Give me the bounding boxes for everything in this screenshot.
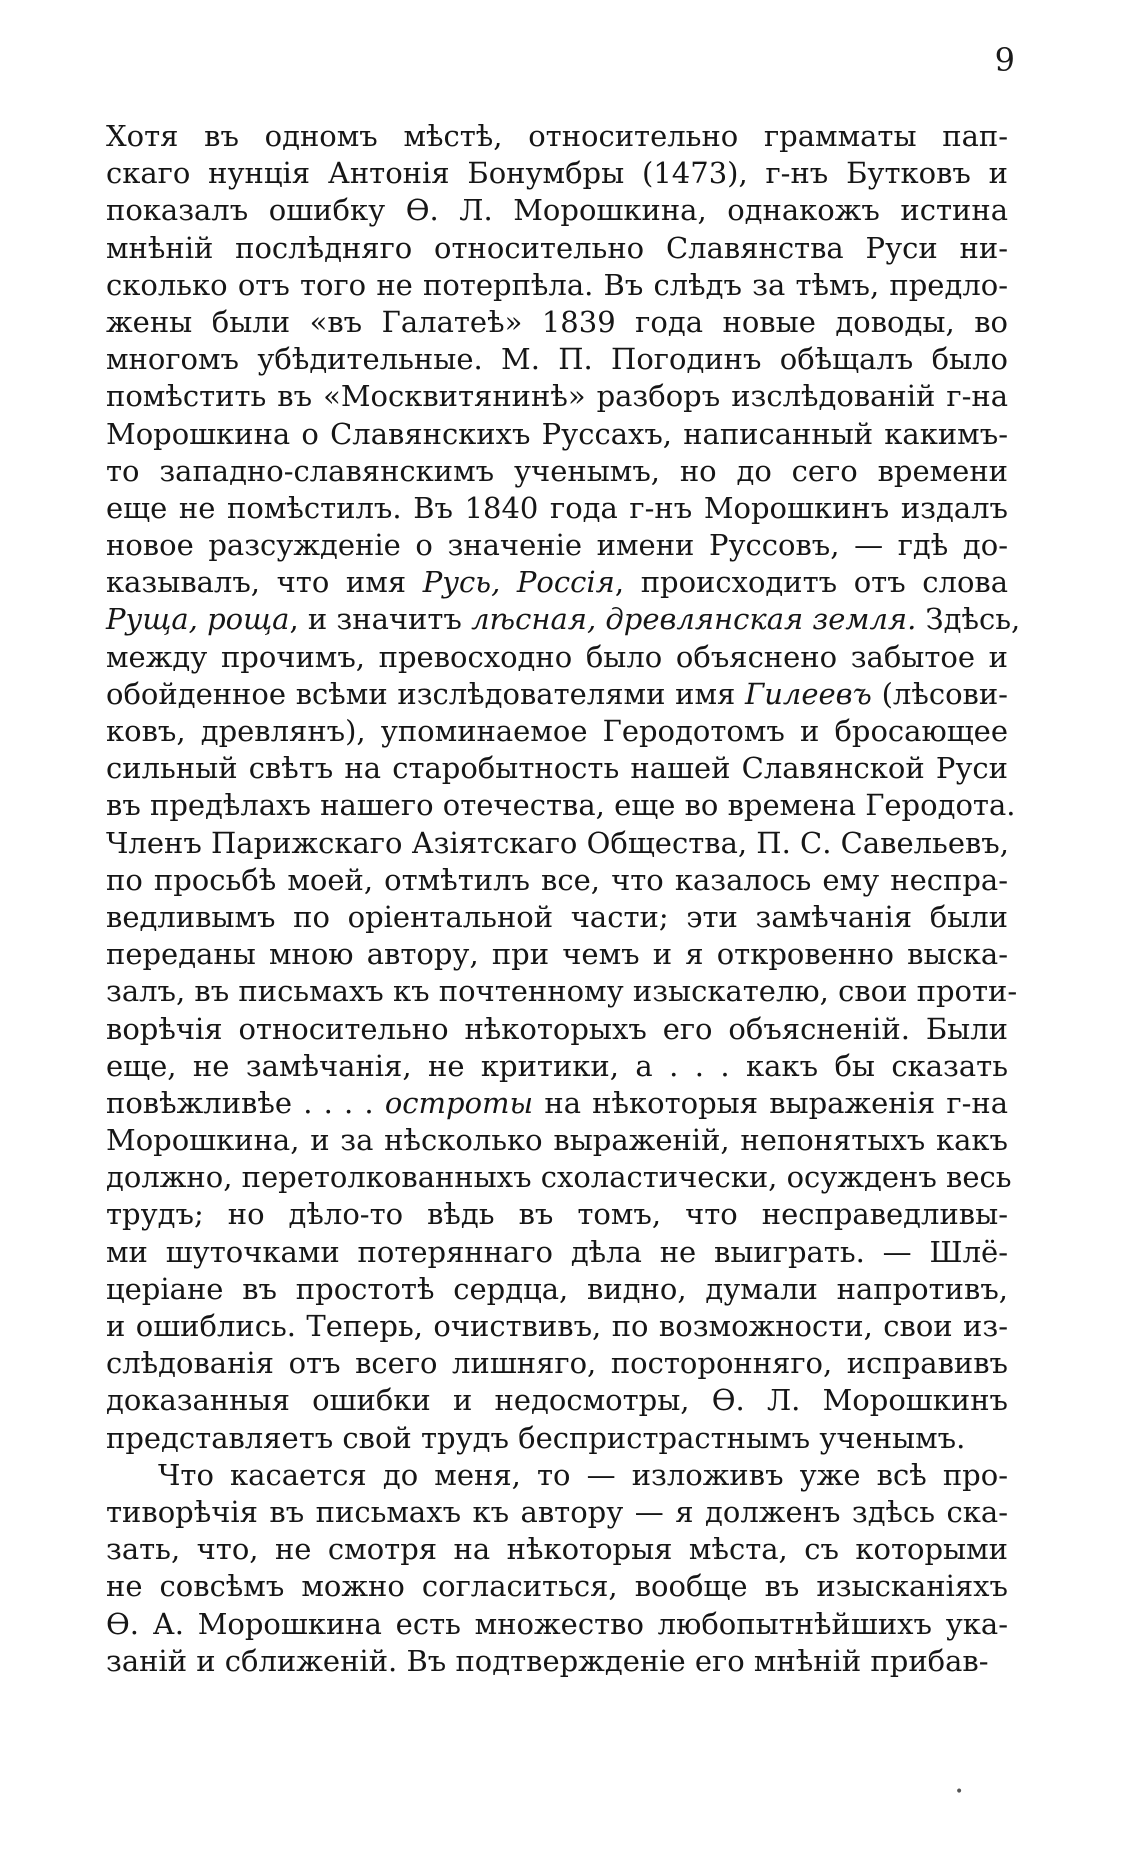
text-line bbox=[106, 1345, 1008, 1382]
text-run: доказанныя ошибки и недосмотры, Ѳ. Л. Морошкинъ bbox=[106, 1383, 1008, 1418]
text-run: сильный свѣтъ на старобытность нашей Славянской Руси bbox=[106, 751, 1008, 786]
text-line bbox=[106, 639, 1008, 676]
text-run: Ѳ. А. Морошкина есть множество любопытнѣйшихъ ука- bbox=[106, 1606, 1008, 1641]
text-line bbox=[106, 155, 1008, 192]
text-line bbox=[106, 1643, 1008, 1680]
text-line bbox=[106, 1196, 1008, 1233]
text-run: церіане въ простотѣ сердца, видно, думали напротивъ, bbox=[106, 1271, 1008, 1306]
text-run: трудъ; но дѣло-то вѣдь въ томъ, что несправедливы- bbox=[106, 1197, 1008, 1232]
text-line bbox=[106, 1606, 1008, 1643]
text-run: ведливымъ по оріентальной части; эти замѣчанія были bbox=[106, 899, 1008, 934]
italic-text-run: остроты bbox=[384, 1085, 534, 1120]
text-run: то западно-славянскимъ ученымъ, но до сего времени bbox=[106, 453, 1008, 488]
text-run: по просьбѣ моей, отмѣтилъ все, что казалось ему неспра- bbox=[106, 862, 1008, 897]
text-line bbox=[106, 304, 1008, 341]
text-line bbox=[106, 1382, 1008, 1419]
text-line bbox=[106, 787, 1016, 824]
text-run: (лѣсови- bbox=[871, 676, 1008, 711]
text-line bbox=[106, 862, 1008, 899]
text-run: тиворѣчія въ письмахъ къ автору — я долженъ здѣсь ска- bbox=[106, 1494, 1008, 1529]
text-line bbox=[106, 1494, 1008, 1531]
text-run: должно, перетолкованныхъ схоластически, осужденъ весь bbox=[106, 1160, 1012, 1195]
text-line bbox=[106, 899, 1008, 936]
text-line bbox=[106, 341, 1008, 378]
text-run: слѣдованія отъ всего лишняго, посторонняго, исправивъ bbox=[106, 1346, 1008, 1381]
text-run: ми шуточками потеряннаго дѣла не выиграть. — Шлё- bbox=[106, 1234, 1008, 1269]
text-line bbox=[106, 676, 1008, 713]
text-line bbox=[106, 118, 1008, 155]
text-run: еще не помѣстилъ. Въ 1840 года г-нъ Морошкинъ издалъ bbox=[106, 490, 1008, 525]
text-run: Здѣсь, bbox=[916, 602, 1021, 637]
text-run: жены были «въ Галатеѣ» 1839 года новые доводы, во bbox=[106, 304, 1008, 339]
text-run: Морошкина о Славянскихъ Руссахъ, написанный какимъ- bbox=[106, 416, 1008, 451]
text-run: и ошиблись. Теперь, очиствивъ, по возможности, свои из- bbox=[106, 1309, 1008, 1343]
text-run: многомъ убѣдительные. М. П. Погодинъ обѣщалъ было bbox=[106, 342, 1008, 377]
text-line bbox=[106, 1159, 1012, 1196]
text-line bbox=[106, 1308, 1008, 1345]
text-line bbox=[106, 527, 1008, 564]
text-run: между прочимъ, превосходно было объяснено забытое и bbox=[106, 639, 1008, 674]
text-run: скаго нунція Антонія Бонумбры (1473), г-нъ Бутковъ и bbox=[106, 156, 1008, 191]
text-line bbox=[106, 1085, 1008, 1122]
text-line bbox=[106, 1531, 1008, 1568]
text-run: залъ, въ письмахъ къ почтенному изыскателю, свои проти- bbox=[106, 974, 1018, 1009]
text-run: мнѣній послѣдняго относительно Славянства Руси ни- bbox=[106, 230, 1008, 265]
paragraph bbox=[106, 1457, 1008, 1680]
text-line bbox=[106, 378, 1008, 415]
text-run: обойденное всѣми изслѣдователями имя bbox=[106, 676, 746, 711]
italic-text-run: Русь, Россія bbox=[422, 565, 615, 600]
text-run: еще, не замѣчанія, не критики, а . . . какъ бы сказать bbox=[106, 1048, 1008, 1083]
text-line bbox=[106, 750, 1008, 787]
text-run: ковъ, древлянъ), упоминаемое Геродотомъ и бросающее bbox=[106, 714, 1008, 748]
italic-text-run: лѣсная, древлянская земля. bbox=[471, 602, 917, 637]
text-line bbox=[106, 416, 1008, 453]
text-line bbox=[106, 1122, 1008, 1159]
text-run: не совсѣмъ можно согласиться, вообще въ изысканіяхъ bbox=[106, 1569, 1008, 1604]
text-run: переданы мною автору, при чемъ и я откровенно выска- bbox=[106, 937, 1008, 972]
paragraph bbox=[106, 118, 1021, 1457]
text-line bbox=[106, 936, 1008, 973]
italic-text-run: Руща, роща bbox=[106, 602, 290, 637]
text-line bbox=[106, 192, 1008, 229]
text-run: Что касается до меня, то — изложивъ уже всѣ про- bbox=[158, 1457, 1008, 1492]
text-line bbox=[106, 1048, 1008, 1085]
page-number: 9 bbox=[994, 41, 1015, 79]
text-line bbox=[106, 713, 1008, 750]
text-run: зать, что, не смотря на нѣкоторыя мѣста, съ которыми bbox=[106, 1532, 1008, 1567]
text-line bbox=[106, 564, 1008, 601]
text-run: на нѣкоторыя выраженія г-на bbox=[533, 1085, 1008, 1120]
text-line bbox=[106, 490, 1008, 527]
stray-print-mark: • bbox=[955, 1784, 964, 1800]
text-run: ворѣчія относительно нѣкоторыхъ его объясненій. Были bbox=[106, 1011, 1008, 1046]
text-line bbox=[106, 973, 1018, 1010]
text-run: заній и сближеній. Въ подтвержденіе его мнѣній прибав- bbox=[106, 1643, 989, 1678]
text-line bbox=[106, 230, 1008, 267]
text-run: новое разсужденіе о значеніе имени Руссовъ, — гдѣ до- bbox=[106, 528, 1008, 563]
text-run: въ предѣлахъ нашего отечества, еще во времена Геродота. bbox=[106, 788, 1016, 823]
text-run: Морошкина, и за нѣсколько выраженій, непонятыхъ какъ bbox=[106, 1123, 1008, 1158]
text-line bbox=[106, 1234, 1008, 1271]
text-line bbox=[106, 825, 1008, 862]
text-run: Хотя въ одномъ мѣстѣ, относительно граммaты пап- bbox=[106, 119, 1008, 153]
text-line bbox=[106, 1568, 1008, 1605]
text-line bbox=[106, 1011, 1008, 1048]
text-run: казывалъ, что имя bbox=[106, 565, 423, 600]
text-run: Членъ Парижскаго Азіятскаго Общества, П. С. Савельевъ, bbox=[106, 825, 1009, 860]
text-run: сколько отъ того не потерпѣла. Въ слѣдъ за тѣмъ, предло- bbox=[106, 267, 1008, 302]
body-text bbox=[106, 118, 1021, 1680]
text-run: показалъ ошибку Ѳ. Л. Морошкина, однакожъ истина bbox=[106, 193, 1008, 228]
text-run: , происходитъ отъ слова bbox=[614, 565, 1009, 600]
text-line bbox=[106, 453, 1008, 490]
text-run: , и значитъ bbox=[289, 602, 472, 637]
text-line bbox=[106, 1457, 1008, 1494]
text-line bbox=[106, 1420, 1008, 1457]
text-line bbox=[106, 267, 1008, 304]
italic-text-run: Гилеевъ bbox=[745, 676, 872, 711]
text-line bbox=[106, 601, 1021, 638]
text-run: повѣжливѣе . . . . bbox=[106, 1085, 385, 1120]
text-run: помѣстить въ «Москвитянинѣ» разборъ изслѣдованій г-на bbox=[106, 379, 1008, 414]
text-run: представляетъ свой трудъ беспристрастнымъ ученымъ. bbox=[106, 1420, 966, 1455]
text-line bbox=[106, 1271, 1008, 1308]
